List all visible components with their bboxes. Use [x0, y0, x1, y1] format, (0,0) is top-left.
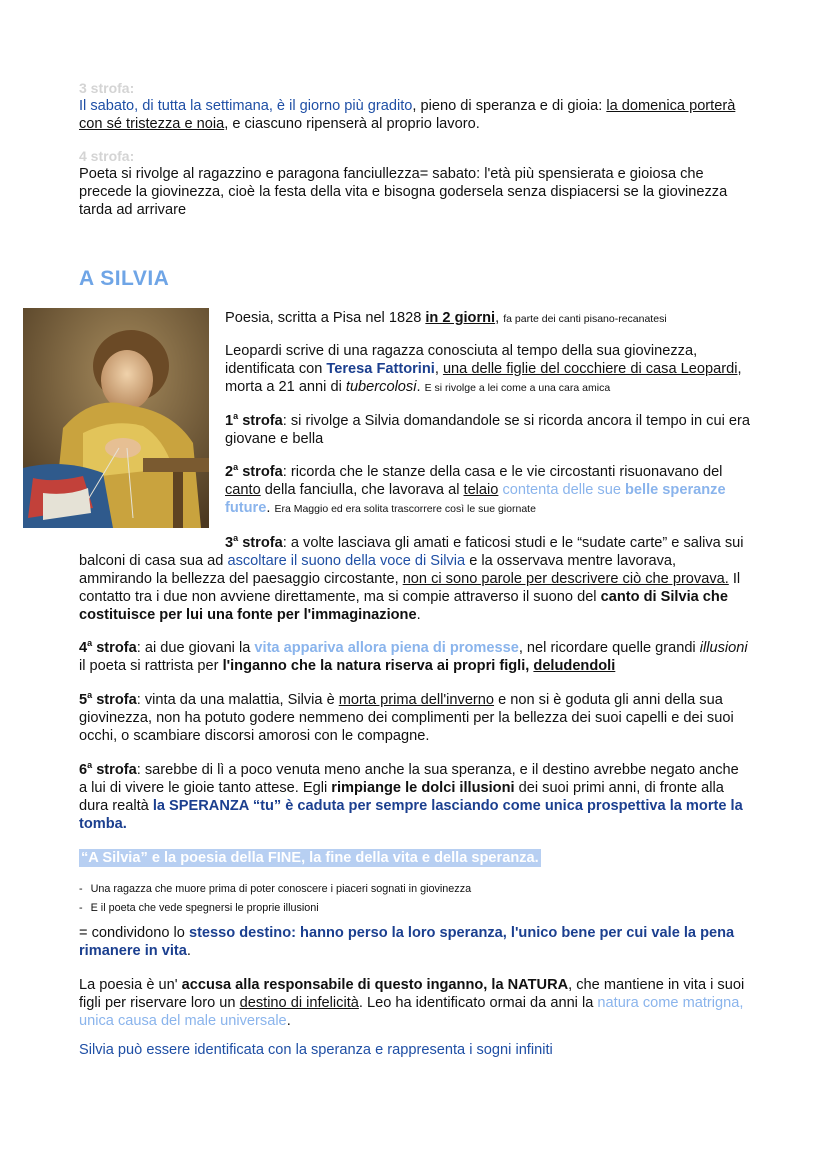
strofa-3a-label: strofa — [238, 535, 283, 551]
rimpiange-bold: rimpiange le dolci illusioni — [331, 780, 515, 796]
teresa-fattorini-name: Teresa Fattorini — [326, 361, 435, 377]
bullet-marker: - — [79, 883, 83, 895]
strofa-6a-sup: a — [87, 760, 93, 771]
bullet-text: Una ragazza che muore prima di poter conoscere i piaceri sognati in giovinezza — [90, 883, 472, 895]
strofa-5a-paragraph — [79, 691, 749, 745]
leopardi-comma: , — [434, 361, 443, 377]
final-paragraph: Silvia può essere identificata con la speranza e rappresenta i sogni infiniti — [79, 1042, 553, 1058]
strofa-5a-sup: a — [87, 690, 93, 701]
strofa-3-label: 3 strofa: — [79, 80, 135, 96]
strofa-1-text: : si rivolge a Silvia domandandole se si ricorda ancora il tempo in cui era giovane e bella — [225, 413, 750, 447]
accusa-bold: accusa alla responsabile di questo inganno, la NATURA — [181, 977, 569, 993]
strofa-3-text-blue: Il sabato, di tutta la settimana, è il giorno più gradito — [79, 98, 413, 114]
strofa-5a-label: strofa — [92, 692, 137, 708]
vita-appariva-lightblue: vita appariva allora piena di promesse — [254, 640, 519, 656]
strofa-2-small-note: Era Maggio ed era solita trascorrere così le sue giornate — [274, 503, 536, 515]
condividono-paragraph — [79, 924, 749, 960]
bullet-text: E il poeta che vede spegnersi le proprie illusioni — [90, 902, 319, 914]
strofa-5a-num: 5 — [79, 692, 88, 708]
condividono-text: = condividono lo — [79, 925, 189, 941]
accusa-text-2: , che mantiene in vita i suoi figli per riservare loro un — [79, 977, 745, 1011]
strofa-3a-text: : a volte lasciava gli amati e faticosi studi e le “sudate carte” e saliva sui balconi di casa sua ad — [79, 535, 744, 569]
accusa-text-3: . Leo ha identificato ormai da anni la — [358, 995, 598, 1011]
painting-svg — [23, 308, 209, 528]
strofa-1-label: strofa — [238, 413, 283, 429]
bullet-marker: - — [79, 902, 83, 914]
strofa-6a-label: strofa — [92, 762, 137, 778]
intro-small-note: fa parte dei canti pisano-recanatesi — [503, 313, 667, 325]
non-ci-sono-parole-underlined: non ci sono parole per descrivere ciò che provava. — [402, 571, 729, 587]
destino-infelicita-underlined: destino di infelicità — [239, 995, 359, 1011]
strofa-4a-num: 4 — [79, 640, 88, 656]
strofa-4-label: 4 strofa: — [79, 148, 135, 164]
morta-prima-underlined: morta prima dell'inverno — [338, 692, 495, 708]
strofa-3a-paragraph — [79, 534, 749, 624]
strofa-2-sup: a — [233, 462, 239, 473]
strofa-1-num: 1 — [225, 413, 234, 429]
inganno-bold: l'inganno che la natura riserva ai propri figli, — [222, 658, 534, 674]
natura-matrigna-lightblue: natura come matrigna, unica causa del male universale — [79, 995, 744, 1029]
strofa-6a-paragraph — [79, 761, 749, 833]
strofa-3a-num: 3 — [225, 535, 234, 551]
strofa-4a-paragraph — [79, 639, 749, 675]
intro-bold-underlined: in 2 giorni — [425, 310, 496, 326]
strofa-6a-text: : sarebbe di lì a poco venuta meno anche la sua speranza, e il destino avrebbe negato anche a lui di vivere le gioie tanto attese. Egli — [79, 762, 739, 796]
strofa-4a-sup: a — [87, 638, 93, 649]
strofa-2-text: : ricorda che le stanze della casa e le vie circostanti risuonavano del — [282, 464, 723, 480]
section-title: A SILVIA — [79, 267, 170, 290]
stesso-destino-bold-blue: stesso destino: hanno perso la loro speranza, l'unico bene per cui vale la pena rimanere in vita — [79, 925, 735, 959]
ascoltare-blue: ascoltare il suono della voce di Silvia — [227, 553, 466, 569]
strofa-4-section — [79, 147, 749, 219]
belle-speranze-lightblue: belle speranze future — [225, 482, 726, 516]
leopardi-dot: . — [416, 379, 425, 395]
strofa-2-text-2: della fanciulla, che lavorava al — [260, 482, 464, 498]
strofa-4a-text-3: il poeta si rattrista per — [79, 658, 223, 674]
leopardi-text: Leopardi scrive di una ragazza conosciuta al tempo della sua giovinezza, identificata con — [225, 343, 698, 377]
accusa-paragraph — [79, 976, 749, 1030]
strofa-2-num: 2 — [225, 464, 234, 480]
strofa-3a-text-3: Il contatto tra i due non avviene direttamente, ma si compie attraverso il suono del — [79, 571, 741, 605]
canto-underlined: canto — [225, 482, 261, 498]
strofa-6a-text-2: dei suoi primi anni, di fronte alla dura realtà — [79, 780, 724, 814]
telaio-underlined: telaio — [463, 482, 499, 498]
strofa-4-text: Poeta si rivolge al ragazzino e paragona fanciullezza= sabato: l'età più spensierata e gioiosa che precede la giovinezza, cioè la festa della vita e bisogna godersela senza dispiacersi se la giovinezza tarda ad arrivare — [79, 166, 728, 218]
strofa-4a-label: strofa — [92, 640, 137, 656]
intro-paragraph — [225, 309, 755, 328]
strofa-2-label: strofa — [238, 464, 283, 480]
contenta-lightblue: contenta delle sue — [502, 482, 625, 498]
intro-text: Poesia, scritta a Pisa nel 1828 — [225, 310, 426, 326]
leopardi-small-note: E si rivolge a lei come a una cara amica — [424, 382, 611, 394]
strofa-2-paragraph — [225, 463, 755, 518]
canto-di-silvia-bold: canto di Silvia che costituisce per lui una fonte per l'immaginazione — [79, 589, 728, 623]
strofa-3a-dot: . — [416, 607, 421, 623]
strofa-3-text: , pieno di speranza e di gioia: — [412, 98, 607, 114]
strofa-2-dot: . — [266, 500, 275, 516]
fine-highlight-line — [79, 849, 749, 867]
strofa-5a-text-2: e non si è goduta gli anni della sua giovinezza, non ha potuto godere nemmeno dei complimenti per la bellezza dei suoi capelli e dei suoi occhi, o scambiare discorsi amorosi con le compagne. — [79, 692, 734, 744]
illusioni-italic: illusioni — [699, 640, 748, 656]
accusa-text: La poesia è un' — [79, 977, 182, 993]
strofa-3-section — [79, 79, 749, 133]
leopardi-text-2: , morta a 21 anni di — [225, 361, 742, 395]
strofa-3-text-end: , e ciascuno ripenserà al proprio lavoro. — [224, 116, 480, 132]
intro-comma: , — [495, 310, 504, 326]
strofa-6a-num: 6 — [79, 762, 88, 778]
bullet-list — [79, 880, 471, 918]
deludendoli-bold-underlined: deludendoli — [533, 658, 616, 674]
strofa-4a-text: : ai due giovani la — [136, 640, 255, 656]
leopardi-paragraph — [225, 342, 755, 397]
tubercolosi-italic: tubercolosi — [345, 379, 417, 395]
fine-highlight-text: “A Silvia” e la poesia della FINE, la fine della vita e della speranza. — [81, 850, 539, 866]
leopardi-underlined: una delle figlie del cocchiere di casa Leopardi — [442, 361, 738, 377]
list-item — [79, 899, 471, 918]
speranza-tu-bold-blue: la SPERANZA “tu” è caduta per sempre lasciando come unica prospettiva la morte la tomba. — [79, 798, 743, 832]
strofa-4a-text-2: , nel ricordare quelle grandi — [518, 640, 700, 656]
strofa-5a-text: : vinta da una malattia, Silvia è — [136, 692, 339, 708]
condividono-dot: . — [186, 943, 191, 959]
strofa-3a-sup: a — [233, 533, 239, 544]
strofa-1-sup: a — [233, 411, 239, 422]
accusa-dot: . — [286, 1013, 291, 1029]
strofa-1-paragraph — [225, 412, 755, 448]
strofa-3-text-underlined: la domenica porterà con sé tristezza e noia — [79, 98, 736, 132]
lacemaker-painting-image — [23, 308, 209, 528]
list-item — [79, 880, 471, 899]
strofa-3a-text-2: e la osservava mentre lavorava, ammirando la bellezza del paesaggio circostante, — [79, 553, 677, 587]
